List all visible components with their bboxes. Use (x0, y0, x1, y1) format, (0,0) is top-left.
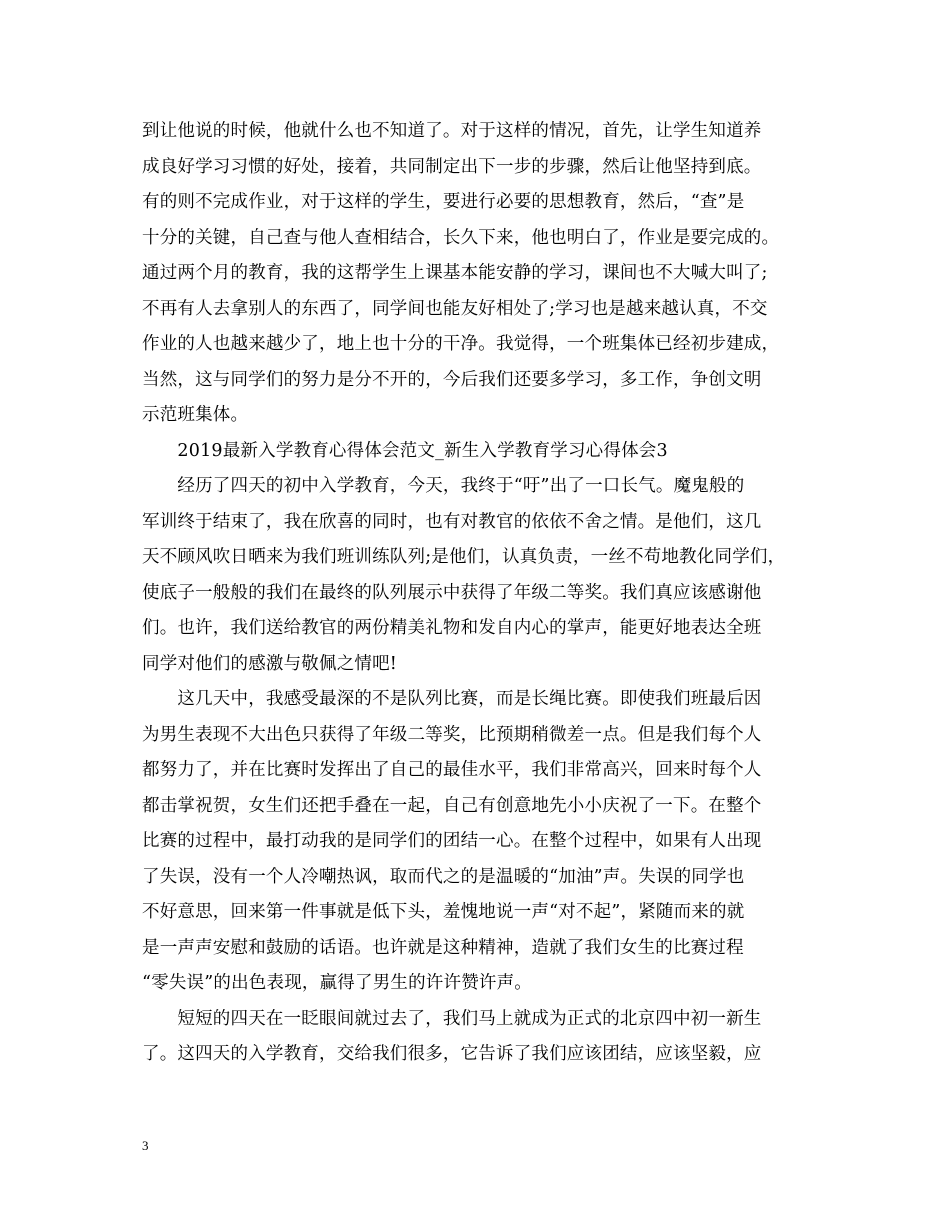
text-line: 短短的四天在一眨眼间就过去了，我们马上就成为正式的北京四中初一新生 (142, 1008, 762, 1029)
text-line: 了失误，没有一个人冷嘲热讽，取而代之的是温暖的“加油”声。失误的同学也 (142, 866, 745, 887)
text-line: 示范班集体。 (142, 405, 249, 425)
text-line: 当然，这与同学们的努力是分不开的，今后我们还要多学习，多工作，争创文明 (142, 369, 762, 390)
section-heading: 2019最新入学教育心得体会范文_新生入学教育学习心得体会3 (142, 440, 668, 461)
text-line: 为男生表现不大出色只获得了年级二等奖，比预期稍微差一点。但是我们每个人 (142, 724, 762, 745)
text-line: 们。也许，我们送给教官的两份精美礼物和发自内心的掌声，能更好地表达全班 (142, 618, 762, 638)
text-line: 同学对他们的感激与敬佩之情吧! (142, 653, 398, 674)
text-line: 比赛的过程中，最打动我的是同学们的团结一心。在整个过程中，如果有人出现 (142, 831, 762, 851)
text-line: 都努力了，并在比赛时发挥出了自己的最佳水平，我们非常高兴，回来时每个人 (142, 760, 762, 780)
text-line: 十分的关键，自己查与他人查相结合，长久下来，他也明白了，作业是要完成的。 (142, 227, 780, 248)
text-line: 了。这四天的入学教育，交给我们很多，它告诉了我们应该团结，应该坚毅，应 (142, 1044, 762, 1064)
text-line: “零失误”的出色表现，赢得了男生的许许赞许声。 (142, 973, 532, 993)
text-line: 都击掌祝贺，女生们还把手叠在一起，自己有创意地先小小庆祝了一下。在整个 (142, 795, 762, 816)
text-line: 使底子一般般的我们在最终的队列展示中获得了年级二等奖。我们真应该感谢他 (142, 582, 762, 603)
text-line: 作业的人也越来越少了，地上也十分的干净。我觉得，一个班集体已经初步建成， (142, 334, 780, 354)
text-line: 不再有人去拿别人的东西了，同学间也能友好相处了;学习也是越来越认真，不交 (142, 298, 768, 319)
text-line: 军训终于结束了，我在欣喜的同时，也有对教官的依依不舍之情。是他们，这几 (142, 511, 762, 532)
text-line: 不好意思，回来第一件事就是低下头，羞愧地说一声“对不起”，紧随而来的就 (142, 902, 745, 922)
text-line: 到让他说的时候，他就什么也不知道了。对于这样的情况，首先，让学生知道养 (142, 121, 762, 141)
text-line: 这几天中，我感受最深的不是队列比赛，而是长绳比赛。即使我们班最后因 (142, 689, 762, 709)
body-text (142, 114, 822, 1073)
text-line: 是一声声安慰和鼓励的话语。也许就是这种精神，造就了我们女生的比赛过程 (142, 937, 744, 958)
text-line: 经历了四天的初中入学教育，今天，我终于“吁”出了一口长气。魔鬼般的 (142, 476, 745, 496)
text-line: 有的则不完成作业，对于这样的学生，要进行必要的思想教育，然后，“查”是 (142, 192, 745, 212)
text-line: 天不顾风吹日晒来为我们班训练队列;是他们，认真负责，一丝不苟地教化同学们， (142, 547, 786, 567)
text-line: 成良好学习习惯的好处，接着，共同制定出下一步的步骤，然后让他坚持到底。 (142, 156, 762, 177)
page-number: 3 (142, 1138, 149, 1153)
text-line: 通过两个月的教育，我的这帮学生上课基本能安静的学习，课间也不大喊大叫了; (142, 263, 768, 283)
